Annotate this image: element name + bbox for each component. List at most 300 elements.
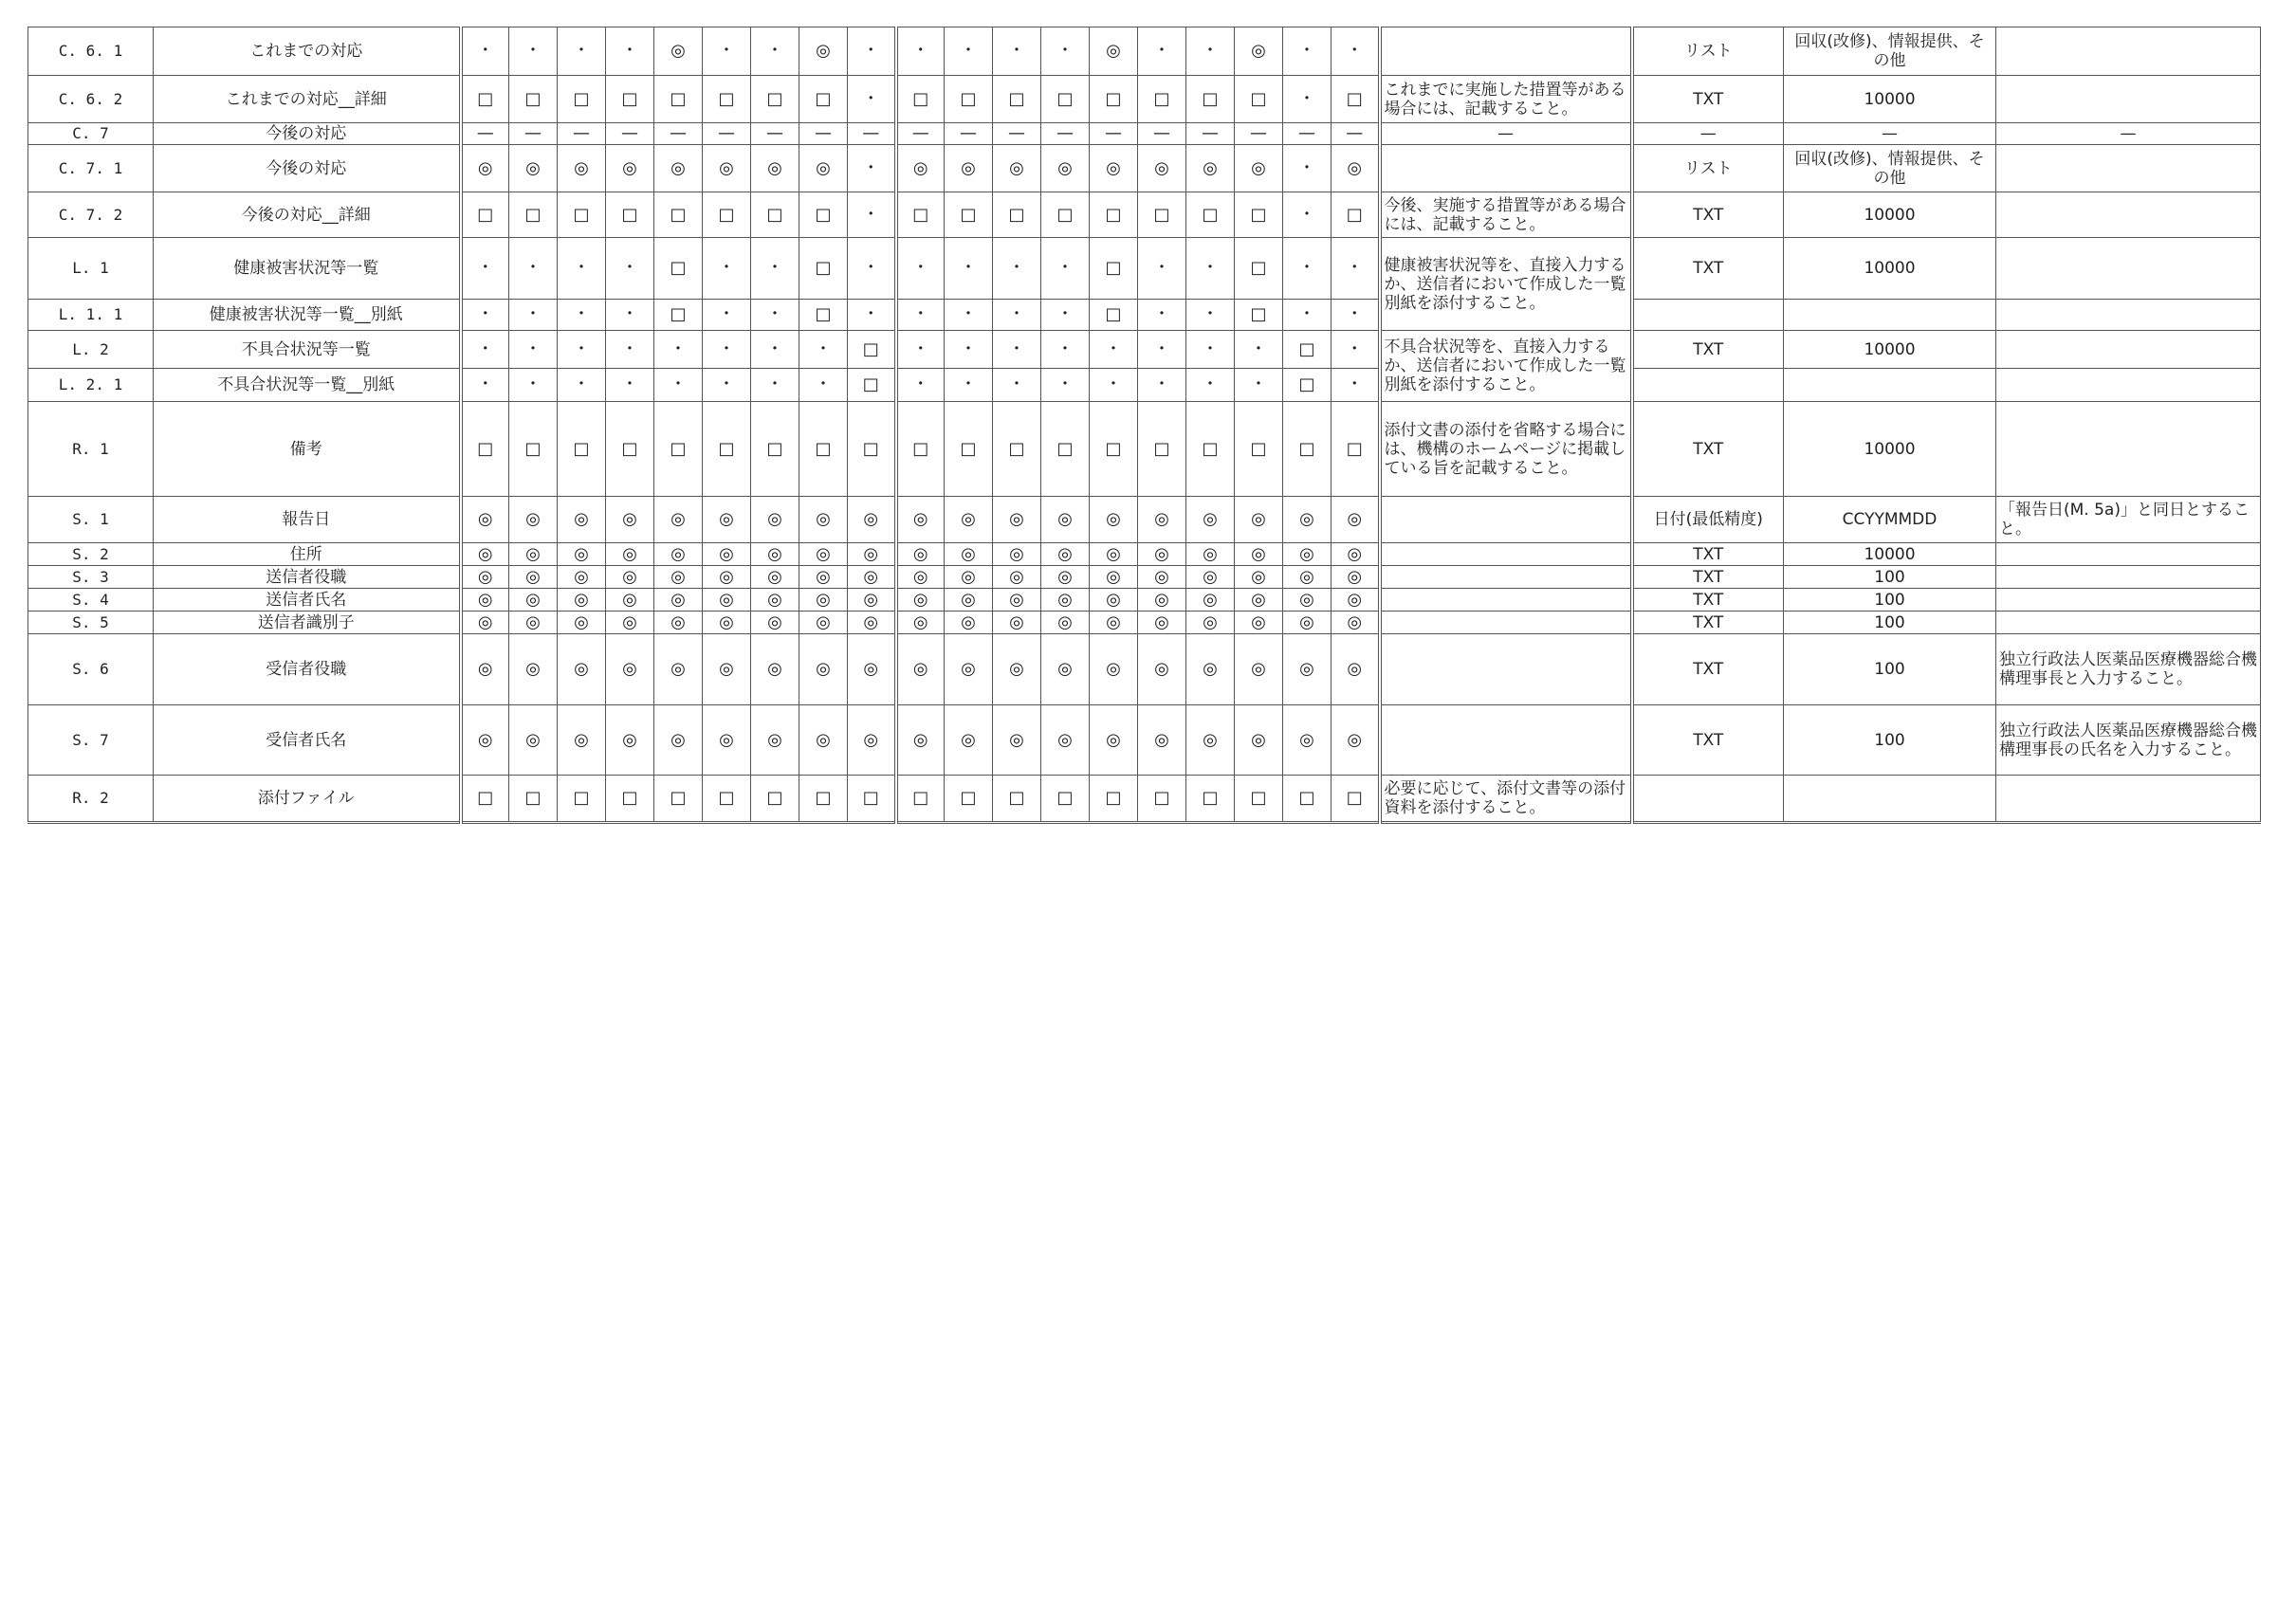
square-mark: □ [703, 402, 751, 497]
item-name: これまでの対応__詳細 [154, 76, 461, 123]
double-circle-mark: ◎ [461, 497, 509, 543]
dot-mark: ・ [848, 76, 896, 123]
double-circle-mark: ◎ [751, 634, 799, 705]
item-format: TXT [1632, 566, 1784, 589]
item-remark: — [1996, 123, 2261, 145]
double-circle-mark: ◎ [848, 543, 896, 566]
square-mark: □ [1138, 192, 1186, 238]
dot-mark: ・ [606, 331, 654, 369]
double-circle-mark: ◎ [945, 589, 993, 612]
dot-mark: ・ [1332, 238, 1380, 300]
double-circle-mark: ◎ [1041, 566, 1090, 589]
double-circle-mark: ◎ [654, 543, 703, 566]
item-id: C. 7. 2 [28, 192, 154, 238]
double-circle-mark: ◎ [1332, 566, 1380, 589]
square-mark: □ [799, 300, 848, 331]
item-value [1784, 776, 1996, 823]
double-circle-mark: ◎ [1186, 612, 1235, 634]
dot-mark: ・ [1041, 331, 1090, 369]
dot-mark: ・ [1283, 192, 1332, 238]
double-circle-mark: ◎ [606, 566, 654, 589]
table-row [28, 145, 2261, 192]
double-circle-mark: ◎ [1186, 634, 1235, 705]
dot-mark: ・ [703, 369, 751, 402]
dash-mark: — [993, 123, 1041, 145]
double-circle-mark: ◎ [558, 145, 606, 192]
item-value [1784, 369, 1996, 402]
dot-mark: ・ [993, 27, 1041, 76]
dash-mark: — [703, 123, 751, 145]
dot-mark: ・ [461, 300, 509, 331]
dot-mark: ・ [848, 192, 896, 238]
dot-mark: ・ [993, 331, 1041, 369]
double-circle-mark: ◎ [799, 27, 848, 76]
double-circle-mark: ◎ [1090, 705, 1138, 776]
item-value: 100 [1784, 589, 1996, 612]
double-circle-mark: ◎ [558, 566, 606, 589]
table-row [28, 27, 2261, 76]
double-circle-mark: ◎ [1235, 543, 1283, 566]
double-circle-mark: ◎ [1138, 543, 1186, 566]
double-circle-mark: ◎ [1138, 497, 1186, 543]
square-mark: □ [848, 402, 896, 497]
double-circle-mark: ◎ [654, 589, 703, 612]
dot-mark: ・ [799, 369, 848, 402]
dot-mark: ・ [509, 27, 558, 76]
double-circle-mark: ◎ [848, 634, 896, 705]
square-mark: □ [606, 192, 654, 238]
double-circle-mark: ◎ [1138, 589, 1186, 612]
square-mark: □ [1090, 300, 1138, 331]
double-circle-mark: ◎ [1186, 543, 1235, 566]
item-format: TXT [1632, 634, 1784, 705]
item-remark [1996, 192, 2261, 238]
square-mark: □ [1332, 76, 1380, 123]
double-circle-mark: ◎ [654, 497, 703, 543]
dot-mark: ・ [606, 369, 654, 402]
item-format: TXT [1632, 589, 1784, 612]
square-mark: □ [799, 76, 848, 123]
table-row [28, 705, 2261, 776]
dot-mark: ・ [461, 331, 509, 369]
double-circle-mark: ◎ [945, 612, 993, 634]
item-note [1380, 543, 1632, 566]
square-mark: □ [1090, 238, 1138, 300]
double-circle-mark: ◎ [703, 566, 751, 589]
square-mark: □ [1283, 331, 1332, 369]
square-mark: □ [1235, 300, 1283, 331]
dash-mark: — [848, 123, 896, 145]
dot-mark: ・ [1235, 369, 1283, 402]
double-circle-mark: ◎ [896, 497, 945, 543]
double-circle-mark: ◎ [606, 612, 654, 634]
table-row [28, 776, 2261, 823]
double-circle-mark: ◎ [1138, 634, 1186, 705]
double-circle-mark: ◎ [654, 634, 703, 705]
dot-mark: ・ [703, 27, 751, 76]
table-row [28, 76, 2261, 123]
double-circle-mark: ◎ [1090, 27, 1138, 76]
dot-mark: ・ [703, 238, 751, 300]
square-mark: □ [703, 192, 751, 238]
item-name: 今後の対応 [154, 145, 461, 192]
item-name: 不具合状況等一覧__別紙 [154, 369, 461, 402]
double-circle-mark: ◎ [993, 634, 1041, 705]
square-mark: □ [461, 776, 509, 823]
item-id: S. 6 [28, 634, 154, 705]
double-circle-mark: ◎ [654, 27, 703, 76]
double-circle-mark: ◎ [1283, 634, 1332, 705]
square-mark: □ [558, 192, 606, 238]
item-name: 報告日 [154, 497, 461, 543]
square-mark: □ [654, 238, 703, 300]
square-mark: □ [703, 76, 751, 123]
square-mark: □ [1235, 402, 1283, 497]
item-note [1380, 705, 1632, 776]
dot-mark: ・ [509, 300, 558, 331]
item-note: 添付文書の添付を省略する場合には、機構のホームページに掲載している旨を記載すること。 [1380, 402, 1632, 497]
dot-mark: ・ [703, 300, 751, 331]
dot-mark: ・ [1041, 300, 1090, 331]
double-circle-mark: ◎ [945, 634, 993, 705]
double-circle-mark: ◎ [606, 145, 654, 192]
double-circle-mark: ◎ [1235, 145, 1283, 192]
double-circle-mark: ◎ [509, 589, 558, 612]
dash-mark: — [1235, 123, 1283, 145]
item-value: 10000 [1784, 331, 1996, 369]
dot-mark: ・ [1138, 369, 1186, 402]
item-name: 備考 [154, 402, 461, 497]
item-remark: 独立行政法人医薬品医療機器総合機構理事長と入力すること。 [1996, 634, 2261, 705]
item-remark [1996, 300, 2261, 331]
dot-mark: ・ [848, 300, 896, 331]
double-circle-mark: ◎ [1283, 589, 1332, 612]
dash-mark: — [1138, 123, 1186, 145]
dot-mark: ・ [1138, 331, 1186, 369]
square-mark: □ [558, 402, 606, 497]
double-circle-mark: ◎ [1186, 145, 1235, 192]
item-remark: 独立行政法人医薬品医療機器総合機構理事長の氏名を入力すること。 [1996, 705, 2261, 776]
square-mark: □ [1041, 192, 1090, 238]
square-mark: □ [799, 776, 848, 823]
item-remark [1996, 27, 2261, 76]
double-circle-mark: ◎ [1332, 145, 1380, 192]
item-remark [1996, 543, 2261, 566]
table-row [28, 369, 2261, 402]
double-circle-mark: ◎ [1041, 145, 1090, 192]
dot-mark: ・ [751, 369, 799, 402]
dot-mark: ・ [751, 331, 799, 369]
square-mark: □ [896, 192, 945, 238]
item-note: 今後、実施する措置等がある場合には、記載すること。 [1380, 192, 1632, 238]
item-format: リスト [1632, 27, 1784, 76]
item-remark [1996, 76, 2261, 123]
item-id: L. 2 [28, 331, 154, 369]
item-value: 100 [1784, 612, 1996, 634]
double-circle-mark: ◎ [896, 705, 945, 776]
square-mark: □ [606, 76, 654, 123]
item-value: — [1784, 123, 1996, 145]
double-circle-mark: ◎ [799, 497, 848, 543]
dot-mark: ・ [896, 238, 945, 300]
item-format: TXT [1632, 543, 1784, 566]
table-row [28, 331, 2261, 369]
item-name: 不具合状況等一覧 [154, 331, 461, 369]
item-note: — [1380, 123, 1632, 145]
square-mark: □ [1283, 402, 1332, 497]
double-circle-mark: ◎ [461, 566, 509, 589]
double-circle-mark: ◎ [703, 612, 751, 634]
item-name: 受信者氏名 [154, 705, 461, 776]
double-circle-mark: ◎ [799, 145, 848, 192]
double-circle-mark: ◎ [1041, 589, 1090, 612]
double-circle-mark: ◎ [509, 566, 558, 589]
square-mark: □ [896, 76, 945, 123]
double-circle-mark: ◎ [848, 589, 896, 612]
item-note [1380, 612, 1632, 634]
square-mark: □ [509, 402, 558, 497]
double-circle-mark: ◎ [703, 497, 751, 543]
square-mark: □ [751, 776, 799, 823]
double-circle-mark: ◎ [606, 497, 654, 543]
square-mark: □ [1186, 402, 1235, 497]
square-mark: □ [1235, 238, 1283, 300]
square-mark: □ [461, 402, 509, 497]
double-circle-mark: ◎ [1138, 566, 1186, 589]
table-row [28, 300, 2261, 331]
item-id: S. 5 [28, 612, 154, 634]
square-mark: □ [1283, 369, 1332, 402]
double-circle-mark: ◎ [606, 589, 654, 612]
double-circle-mark: ◎ [1138, 705, 1186, 776]
dash-mark: — [1090, 123, 1138, 145]
dot-mark: ・ [461, 27, 509, 76]
double-circle-mark: ◎ [606, 543, 654, 566]
double-circle-mark: ◎ [799, 612, 848, 634]
dash-mark: — [558, 123, 606, 145]
dot-mark: ・ [1283, 145, 1332, 192]
item-format: TXT [1632, 76, 1784, 123]
square-mark: □ [606, 402, 654, 497]
dash-mark: — [1283, 123, 1332, 145]
dash-mark: — [509, 123, 558, 145]
double-circle-mark: ◎ [751, 566, 799, 589]
dot-mark: ・ [1138, 27, 1186, 76]
item-note: 不具合状況等を、直接入力するか、送信者において作成した一覧別紙を添付すること。 [1380, 331, 1632, 402]
item-name: 今後の対応 [154, 123, 461, 145]
dot-mark: ・ [1138, 300, 1186, 331]
dot-mark: ・ [848, 238, 896, 300]
double-circle-mark: ◎ [1235, 634, 1283, 705]
item-id: S. 2 [28, 543, 154, 566]
item-note: これまでに実施した措置等がある場合には、記載すること。 [1380, 76, 1632, 123]
double-circle-mark: ◎ [461, 589, 509, 612]
square-mark: □ [1090, 192, 1138, 238]
square-mark: □ [703, 776, 751, 823]
item-value: 10000 [1784, 76, 1996, 123]
dot-mark: ・ [848, 145, 896, 192]
double-circle-mark: ◎ [1235, 705, 1283, 776]
square-mark: □ [1090, 776, 1138, 823]
double-circle-mark: ◎ [751, 705, 799, 776]
dot-mark: ・ [1041, 369, 1090, 402]
square-mark: □ [945, 776, 993, 823]
double-circle-mark: ◎ [654, 145, 703, 192]
dot-mark: ・ [606, 27, 654, 76]
table-row [28, 497, 2261, 543]
square-mark: □ [558, 76, 606, 123]
double-circle-mark: ◎ [1090, 589, 1138, 612]
double-circle-mark: ◎ [1283, 566, 1332, 589]
dot-mark: ・ [1186, 331, 1235, 369]
double-circle-mark: ◎ [896, 566, 945, 589]
double-circle-mark: ◎ [509, 612, 558, 634]
item-value: 回収(改修)、情報提供、その他 [1784, 27, 1996, 76]
dash-mark: — [896, 123, 945, 145]
dot-mark: ・ [1138, 238, 1186, 300]
item-id: R. 2 [28, 776, 154, 823]
double-circle-mark: ◎ [896, 612, 945, 634]
square-mark: □ [509, 192, 558, 238]
double-circle-mark: ◎ [1090, 543, 1138, 566]
double-circle-mark: ◎ [509, 634, 558, 705]
square-mark: □ [1041, 76, 1090, 123]
double-circle-mark: ◎ [1332, 634, 1380, 705]
item-value: 10000 [1784, 192, 1996, 238]
square-mark: □ [1138, 76, 1186, 123]
dot-mark: ・ [799, 331, 848, 369]
square-mark: □ [896, 776, 945, 823]
item-value: 10000 [1784, 543, 1996, 566]
double-circle-mark: ◎ [1235, 589, 1283, 612]
double-circle-mark: ◎ [1235, 27, 1283, 76]
square-mark: □ [993, 776, 1041, 823]
item-note [1380, 566, 1632, 589]
item-id: S. 4 [28, 589, 154, 612]
dot-mark: ・ [461, 238, 509, 300]
square-mark: □ [993, 192, 1041, 238]
item-note [1380, 27, 1632, 76]
dot-mark: ・ [558, 331, 606, 369]
square-mark: □ [654, 76, 703, 123]
dot-mark: ・ [848, 27, 896, 76]
item-remark: 「報告日(M. 5a)」と同日とすること。 [1996, 497, 2261, 543]
dot-mark: ・ [558, 369, 606, 402]
item-format [1632, 300, 1784, 331]
table-row [28, 123, 2261, 145]
square-mark: □ [1235, 76, 1283, 123]
double-circle-mark: ◎ [848, 566, 896, 589]
dash-mark: — [606, 123, 654, 145]
square-mark: □ [1332, 402, 1380, 497]
dot-mark: ・ [1235, 331, 1283, 369]
dot-mark: ・ [509, 238, 558, 300]
square-mark: □ [654, 300, 703, 331]
dot-mark: ・ [1283, 238, 1332, 300]
item-name: 添付ファイル [154, 776, 461, 823]
item-id: C. 6. 2 [28, 76, 154, 123]
double-circle-mark: ◎ [751, 145, 799, 192]
dot-mark: ・ [654, 369, 703, 402]
double-circle-mark: ◎ [558, 497, 606, 543]
double-circle-mark: ◎ [945, 145, 993, 192]
dash-mark: — [1041, 123, 1090, 145]
double-circle-mark: ◎ [751, 497, 799, 543]
double-circle-mark: ◎ [654, 705, 703, 776]
item-name: これまでの対応 [154, 27, 461, 76]
square-mark: □ [1041, 776, 1090, 823]
item-note [1380, 497, 1632, 543]
table-row [28, 634, 2261, 705]
double-circle-mark: ◎ [606, 705, 654, 776]
double-circle-mark: ◎ [1138, 145, 1186, 192]
item-id: C. 7 [28, 123, 154, 145]
double-circle-mark: ◎ [896, 589, 945, 612]
item-format [1632, 776, 1784, 823]
dot-mark: ・ [1283, 27, 1332, 76]
double-circle-mark: ◎ [1283, 612, 1332, 634]
item-remark [1996, 566, 2261, 589]
double-circle-mark: ◎ [1041, 497, 1090, 543]
dot-mark: ・ [945, 369, 993, 402]
double-circle-mark: ◎ [1283, 705, 1332, 776]
dot-mark: ・ [509, 331, 558, 369]
dot-mark: ・ [896, 331, 945, 369]
double-circle-mark: ◎ [993, 612, 1041, 634]
dot-mark: ・ [896, 27, 945, 76]
item-note: 健康被害状況等を、直接入力するか、送信者において作成した一覧別紙を添付すること。 [1380, 238, 1632, 331]
table-row [28, 589, 2261, 612]
double-circle-mark: ◎ [1090, 145, 1138, 192]
item-id: L. 1 [28, 238, 154, 300]
dot-mark: ・ [1332, 300, 1380, 331]
square-mark: □ [1041, 402, 1090, 497]
square-mark: □ [654, 192, 703, 238]
double-circle-mark: ◎ [993, 497, 1041, 543]
double-circle-mark: ◎ [993, 543, 1041, 566]
square-mark: □ [1332, 776, 1380, 823]
square-mark: □ [1186, 776, 1235, 823]
item-id: L. 1. 1 [28, 300, 154, 331]
specification-table [28, 27, 2261, 824]
double-circle-mark: ◎ [1283, 543, 1332, 566]
dot-mark: ・ [896, 300, 945, 331]
double-circle-mark: ◎ [703, 705, 751, 776]
dash-mark: — [751, 123, 799, 145]
double-circle-mark: ◎ [848, 497, 896, 543]
square-mark: □ [993, 76, 1041, 123]
item-value: 回収(改修)、情報提供、その他 [1784, 145, 1996, 192]
item-value: 100 [1784, 705, 1996, 776]
double-circle-mark: ◎ [1090, 612, 1138, 634]
item-id: S. 3 [28, 566, 154, 589]
double-circle-mark: ◎ [1186, 705, 1235, 776]
dot-mark: ・ [993, 238, 1041, 300]
square-mark: □ [751, 192, 799, 238]
double-circle-mark: ◎ [945, 705, 993, 776]
item-remark [1996, 589, 2261, 612]
double-circle-mark: ◎ [751, 589, 799, 612]
double-circle-mark: ◎ [848, 612, 896, 634]
double-circle-mark: ◎ [1235, 612, 1283, 634]
square-mark: □ [654, 402, 703, 497]
dot-mark: ・ [1332, 27, 1380, 76]
double-circle-mark: ◎ [1041, 612, 1090, 634]
double-circle-mark: ◎ [1186, 497, 1235, 543]
dot-mark: ・ [945, 238, 993, 300]
dot-mark: ・ [751, 27, 799, 76]
item-format: リスト [1632, 145, 1784, 192]
